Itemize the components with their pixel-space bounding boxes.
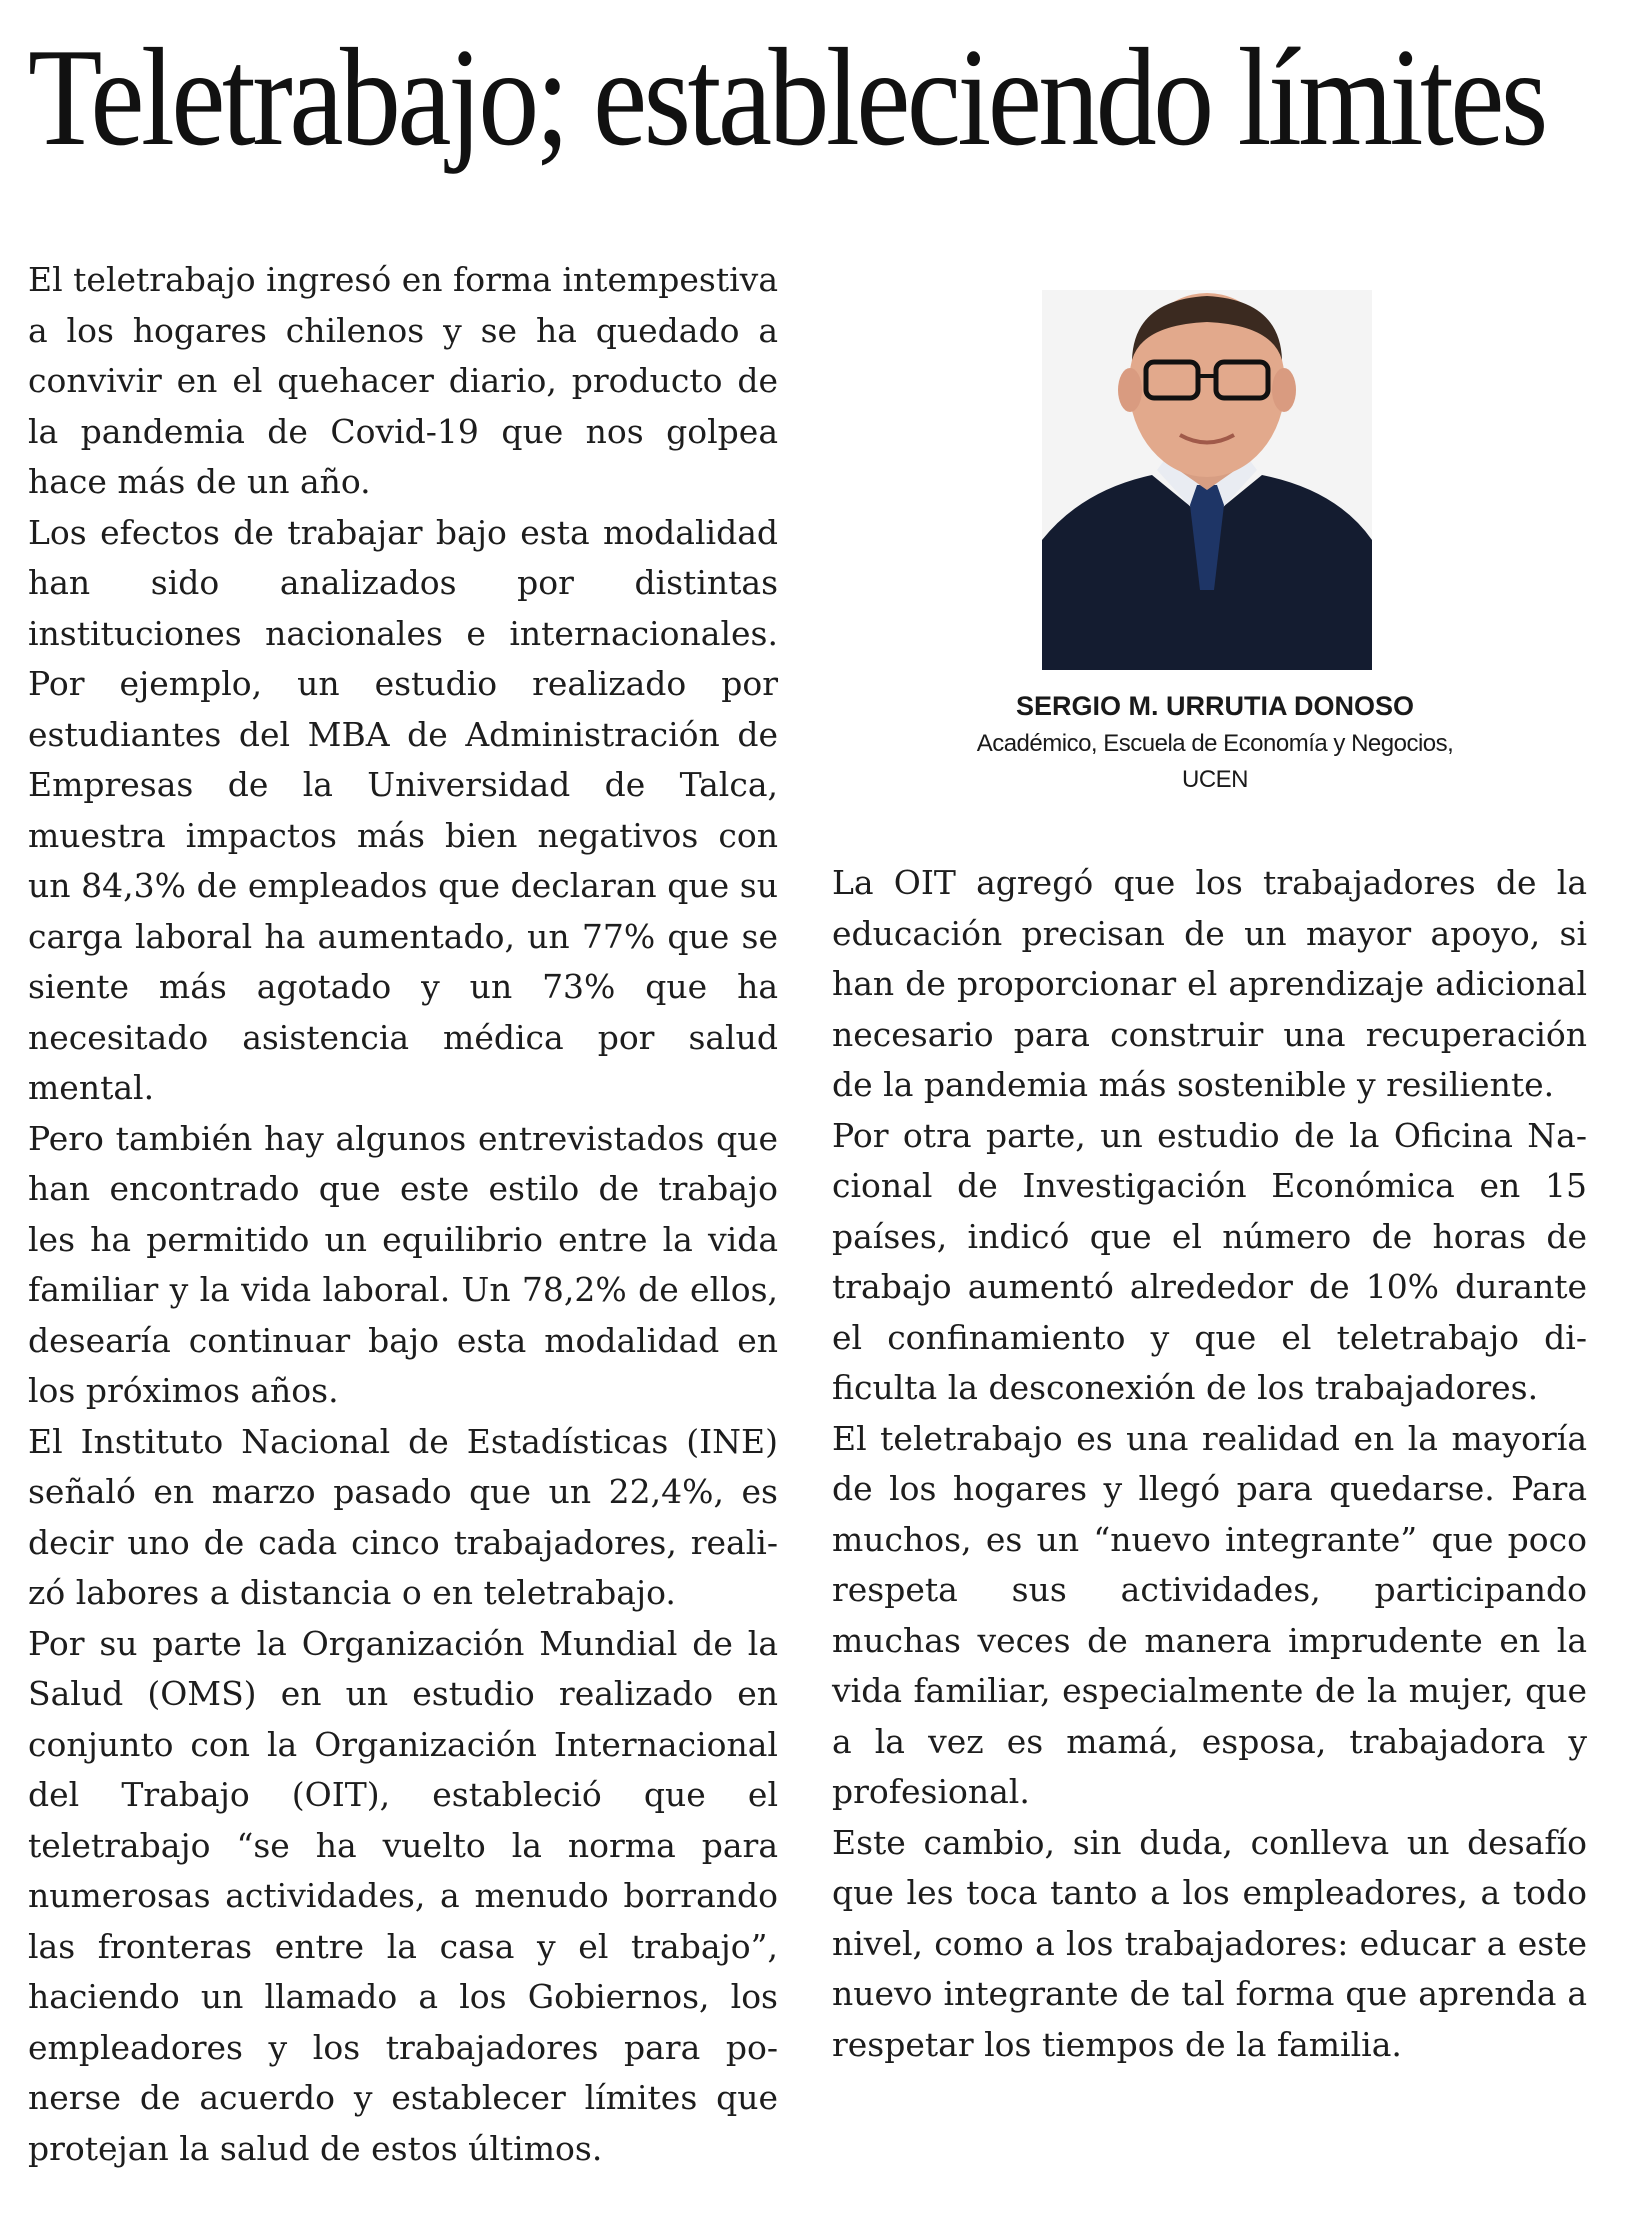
paragraph: Por su parte la Organización Mundial de la Salud (OMS) en un estudio realizado en conjunto con la Organización Internacional del Trabajo (OIT), estableció que el teletrabajo “se ha vuelto la norma para numerosas actividades, a menudo borrando las fronteras entre la casa y el trabajo”, haciendo un llamado a los Gobiernos, los empleadores y los trabajadores para ponerse de acuerdo y establecer límites que protejan la salud de estos últimos. (28, 1623, 778, 2168)
article-column-left (28, 255, 778, 2174)
paragraph: Este cambio, sin duda, conlleva un desafío que les toca tanto a los empleadores, a todo nivel, como a los trabajadores: educar a este nuevo integrante de tal forma que aprenda a respetar los tiempos de la familia. (832, 1822, 1587, 2064)
headline: Teletrabajo; estableciendo límites (28, 20, 1545, 175)
paragraph: El teletrabajo es una realidad en la mayoría de los hogares y llegó para quedarse. Para muchos, es un “nuevo integrante” que poco respeta sus actividades, participando muchas veces de manera imprudente en la vida familiar, especialmente de la mujer, que a la vez es mamá, esposa, trabajadora y profesional. (832, 1418, 1587, 1811)
paragraph: El teletrabajo ingresó en forma intempestiva a los hogares chilenos y se ha quedado a convivir en el quehacer diario, producto de la pandemia de Covid-19 que nos golpea hace más de un año. (28, 260, 778, 501)
author-name: SERGIO M. URRUTIA DONOSO (1015, 691, 1414, 721)
author-portrait-icon (1042, 290, 1372, 670)
author-box (900, 290, 1530, 830)
paragraph: Pero también hay algunos entrevistados que han encontrado que este estilo de trabajo les ha permitido un equilibrio entre la vida familiar y la vida laboral. Un 78,2% de ellos, desearía continuar bajo esta modalidad en los próximos años. (28, 1118, 778, 1410)
author-role-line: Académico, Escuela de Economía y Negocios, (976, 730, 1454, 757)
author-affiliation: UCEN (1181, 766, 1248, 793)
article-column-right (832, 858, 1587, 2070)
author-role (900, 726, 1530, 798)
paragraph: Los efectos de trabajar bajo esta modalidad han sido analizados por distintas instituciones nacionales e internacionales. Por ejemplo, un estudio realizado por estudiantes del MBA de Administración de Empresas de la Universidad de Talca, muestra impactos más bien negativos con un 84,3% de empleados que declaran que su carga laboral ha aumentado, un 77% que se siente más agotado y un 73% que ha necesitado asistencia médica por salud mental. (28, 512, 778, 1107)
paragraph: La OIT agregó que los trabajadores de la educación precisan de un mayor apoyo, si han de proporcionar el aprendizaje adicional necesario para construir una recuperación de la pandemia más sostenible y resiliente. (832, 863, 1587, 1104)
paragraph: El Instituto Nacional de Estadísticas (INE) señaló en marzo pasado que un 22,4%, es decir uno de cada cinco trabajadores, realizó labores a distancia o en teletrabajo. (28, 1421, 778, 1612)
author-photo (1042, 290, 1372, 670)
paragraph: Por otra parte, un estudio de la Oficina Nacional de Investigación Económica en 15 países, indicó que el número de horas de trabajo aumentó alrededor de 10% durante el confinamiento y que el teletrabajo dificulta la desconexión de los trabajadores. (832, 1115, 1587, 1407)
